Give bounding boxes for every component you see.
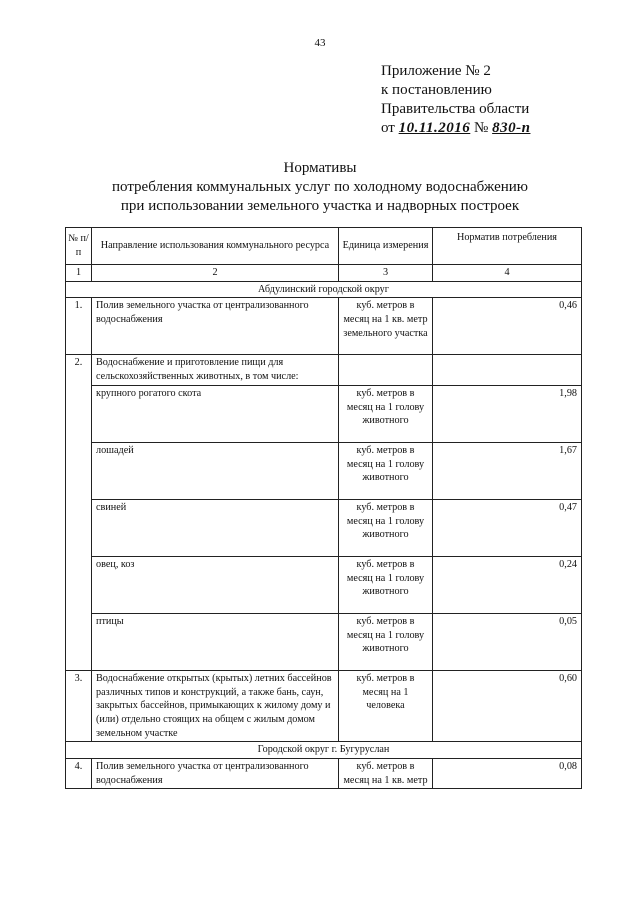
row-direction: Водоснабжение открытых (крытых) летних бассейнов различных типов и конструкций, а также бань, саун, закрытых бассейнов, примыкающих к жилому дому и (или) отдельно стоящих на общем с жилым домом земельном участке	[92, 670, 339, 742]
table-row	[66, 355, 582, 385]
col-number-2: 2	[92, 265, 339, 282]
appendix-date: 10.11.2016	[398, 120, 471, 136]
row-value: 1,98	[433, 385, 582, 442]
appendix-from: от	[381, 120, 395, 136]
table-row	[66, 670, 582, 742]
row-direction: Полив земельного участка от централизованного водоснабжения	[92, 759, 339, 789]
table-row	[66, 613, 582, 670]
row-value: 0,05	[433, 613, 582, 670]
row-value: 0,47	[433, 499, 582, 556]
row-value: 0,60	[433, 670, 582, 742]
appendix-number: 830-п	[492, 120, 531, 136]
appendix-number-sign: №	[474, 120, 489, 136]
row-unit: куб. метров в месяц на 1 кв. метр	[339, 759, 433, 789]
table-row	[66, 556, 582, 613]
table-row	[66, 442, 582, 499]
document-subtitle-2: при использовании земельного участка и надворных построек	[120, 198, 520, 214]
header-direction: Направление использования коммунального ресурса	[92, 228, 339, 265]
row-value: 1,67	[433, 442, 582, 499]
row-unit: куб. метров в месяц на 1 голову животного	[339, 499, 433, 556]
norms-table	[65, 227, 582, 789]
section-title: Абдулинский городской округ	[66, 281, 582, 298]
header-row	[66, 228, 582, 265]
row-number: 4.	[66, 759, 92, 789]
section-row	[66, 742, 582, 759]
section-row	[66, 281, 582, 298]
row-unit: куб. метров в месяц на 1 голову животного	[339, 613, 433, 670]
header-num: № п/п	[66, 228, 92, 265]
row-direction: крупного рогатого скота	[92, 385, 339, 442]
page-number: 43	[314, 37, 326, 49]
section-title: Городской округ г. Бугуруслан	[66, 742, 582, 759]
table-row	[66, 499, 582, 556]
document-subtitle-1: потребления коммунальных услуг по холодному водоснабжению	[111, 179, 528, 195]
row-value: 0,46	[433, 298, 582, 355]
table-row	[66, 298, 582, 355]
col-number-1: 1	[66, 265, 92, 282]
row-unit-empty	[339, 355, 433, 385]
row-unit: куб. метров в месяц на 1 голову животного	[339, 385, 433, 442]
row-unit: куб. метров в месяц на 1 человека	[339, 670, 433, 742]
table-row	[66, 759, 582, 789]
row-direction: Водоснабжение и приготовление пищи для сельскохозяйственных животных, в том числе:	[92, 355, 339, 385]
row-unit: куб. метров в месяц на 1 кв. метр земельного участка	[339, 298, 433, 355]
appendix-date-line	[381, 119, 530, 138]
column-number-row	[66, 265, 582, 282]
row-value: 0,08	[433, 759, 582, 789]
row-direction: свиней	[92, 499, 339, 556]
col-number-3: 3	[339, 265, 433, 282]
row-unit: куб. метров в месяц на 1 голову животного	[339, 442, 433, 499]
document-title: Нормативы	[283, 160, 357, 176]
appendix-line-2: к постановлению	[381, 82, 492, 98]
row-direction: Полив земельного участка от централизованного водоснабжения	[92, 298, 339, 355]
row-value-empty	[433, 355, 582, 385]
header-unit: Единица измерения	[339, 228, 433, 265]
row-unit: куб. метров в месяц на 1 голову животного	[339, 556, 433, 613]
row-direction: овец, коз	[92, 556, 339, 613]
row-number: 3.	[66, 670, 92, 742]
row-value: 0,24	[433, 556, 582, 613]
appendix-line-1: Приложение № 2	[381, 63, 491, 79]
col-number-4: 4	[433, 265, 582, 282]
row-direction: птицы	[92, 613, 339, 670]
row-number: 2.	[66, 355, 92, 670]
row-number: 1.	[66, 298, 92, 355]
header-norm: Норматив потребления	[433, 228, 582, 265]
appendix-line-3: Правительства области	[381, 101, 530, 117]
row-direction: лошадей	[92, 442, 339, 499]
table-row	[66, 385, 582, 442]
